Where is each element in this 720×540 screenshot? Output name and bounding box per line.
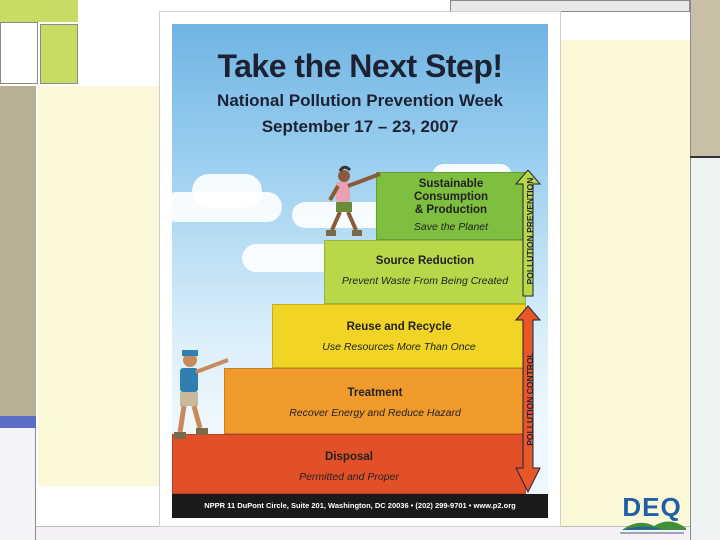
bg-pale-left-bottom (0, 428, 36, 540)
pollution-control-label: POLLUTION CONTROL (525, 352, 535, 446)
bg-yellow-left (38, 86, 160, 486)
pollution-prevention-label: POLLUTION PREVENTION (525, 177, 535, 285)
step-reuse-recycle (272, 304, 526, 368)
step-source-reduction (324, 240, 526, 304)
step-subtitle: Use Resources More Than Once (322, 341, 476, 353)
poster-image (160, 12, 560, 526)
step-title: Treatment (347, 387, 403, 399)
poster-footer: NPPR 11 DuPont Circle, Suite 201, Washington, DC 20036 • (202) 299-9701 • www.p2.org (172, 494, 548, 518)
poster-artwork (172, 24, 548, 518)
bg-bottom-strip (36, 526, 690, 540)
step-title: Disposal (325, 451, 373, 463)
step-subtitle: Permitted and Proper (299, 471, 399, 483)
step-subtitle: Prevent Waste From Being Created (341, 275, 509, 287)
step-title: Sustainable (418, 178, 484, 190)
cloud-shape (192, 174, 262, 208)
poster-title: Take the Next Step! (217, 48, 503, 84)
bg-tan-right-top (690, 0, 720, 156)
climber-top-figure (322, 164, 386, 244)
deq-logo (614, 492, 690, 538)
step-title: Consumption (413, 191, 489, 203)
bg-yellow-right (560, 40, 690, 540)
step-treatment (224, 368, 526, 434)
logo-tagline-lines (620, 532, 684, 534)
step-subtitle: Save the Planet (413, 221, 489, 233)
poster-event: National Pollution Prevention Week (217, 91, 503, 110)
step-subtitle: Recover Energy and Reduce Hazard (289, 407, 461, 419)
poster-dates: September 17 – 23, 2007 (261, 117, 459, 136)
step-title: Source Reduction (375, 255, 475, 267)
step-title: Reuse and Recycle (346, 321, 452, 333)
bg-gray-top-right (450, 0, 690, 12)
logo-hills-icon (622, 516, 686, 530)
bg-pale-right (690, 158, 720, 540)
deq-logo-text: DEQ (622, 492, 682, 522)
bg-white-square (0, 22, 38, 84)
bg-blue-square (0, 416, 36, 428)
step-title: & Production (414, 204, 488, 216)
bg-green-square (40, 24, 78, 84)
bg-tan-bar-left (0, 86, 36, 416)
climber-bottom-figure (172, 346, 236, 446)
bg-top-green-bar (0, 0, 78, 22)
step-sustainable (376, 172, 526, 240)
